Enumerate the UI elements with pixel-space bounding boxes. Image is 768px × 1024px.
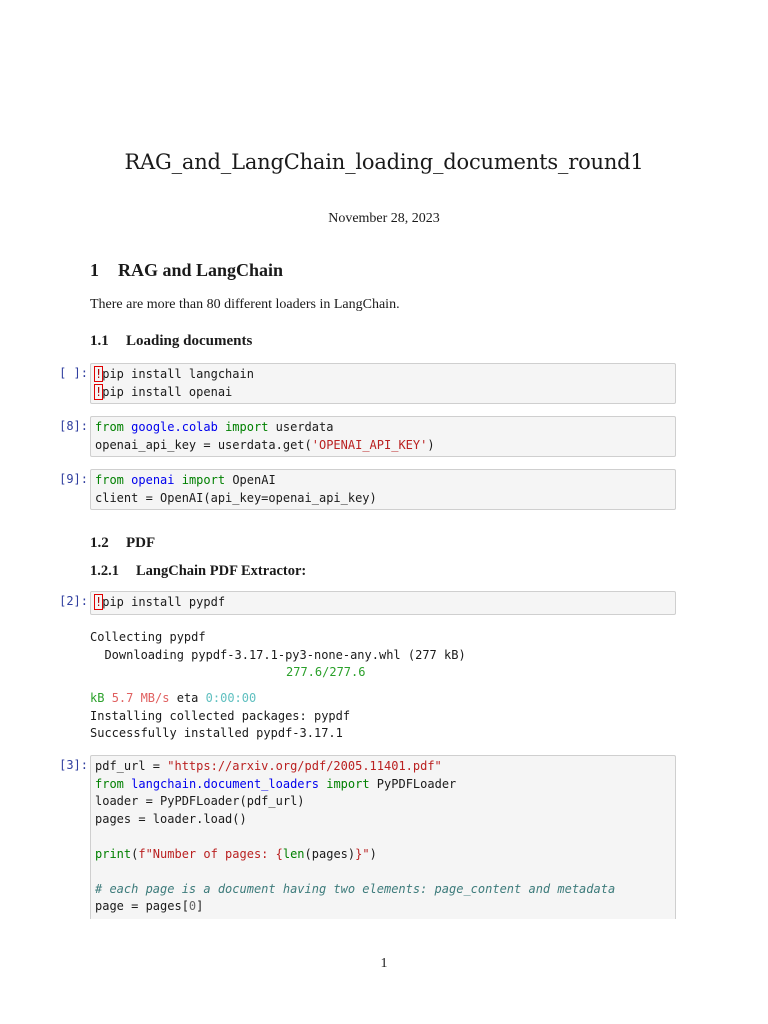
output-line <box>90 664 466 682</box>
code-text: openai_api_key = userdata.get( <box>95 437 312 452</box>
keyword: import <box>181 473 226 487</box>
number-literal: 0 <box>188 899 197 913</box>
page-number: 1 <box>380 956 388 971</box>
code-cell-openai-client[interactable] <box>90 469 676 510</box>
output-line: Installing collected packages: pypdf <box>90 708 351 723</box>
code-text: ] <box>196 899 204 913</box>
keyword: from <box>95 420 124 434</box>
output-line <box>90 690 350 708</box>
code-line: pages = loader.load() <box>95 811 247 826</box>
string-literal: "https://arxiv.org/pdf/2005.11401.pdf" <box>167 759 442 773</box>
code-text: pip install openai <box>102 384 233 399</box>
keyword: import <box>225 420 269 434</box>
cell-prompt: [9]: <box>59 472 88 486</box>
code-text: ( <box>131 846 139 861</box>
cell-prompt: [8]: <box>59 419 88 433</box>
code-line <box>95 419 671 437</box>
cell-prompt: [3]: <box>59 758 88 772</box>
code-line: loader = PyPDFLoader(pdf_url) <box>95 794 305 808</box>
code-cell-pip-install[interactable] <box>90 363 676 404</box>
section-number: 1.2 <box>90 535 109 551</box>
code-text: ) <box>369 846 377 861</box>
code-line <box>95 881 671 899</box>
cell-prompt: [2]: <box>59 594 88 608</box>
keyword: import <box>326 776 370 791</box>
shell-bang: ! <box>95 595 103 609</box>
shell-bang: ! <box>95 384 103 399</box>
code-line <box>95 384 671 402</box>
blank-line <box>95 828 671 846</box>
section-title: RAG and LangChain <box>118 260 284 280</box>
code-line <box>95 594 671 612</box>
code-cell-userdata[interactable] <box>90 416 676 457</box>
section-title: LangChain PDF Extractor: <box>136 563 307 579</box>
code-line <box>95 846 671 864</box>
code-line <box>95 437 671 455</box>
code-line: client = OpenAI(api_key=openai_api_key) <box>95 490 377 505</box>
code-line <box>95 472 671 490</box>
code-text: pip install langchain <box>102 367 254 381</box>
eta-label: eta <box>176 691 199 705</box>
code-text: PyPDFLoader <box>369 776 457 791</box>
code-line <box>95 366 671 384</box>
keyword: from <box>95 776 124 791</box>
code-line <box>95 758 671 776</box>
unit-text: kB <box>90 691 105 705</box>
code-text: (pages) <box>304 846 356 861</box>
cell-prompt: [ ]: <box>59 366 88 380</box>
keyword: from <box>95 473 124 487</box>
code-line <box>95 776 671 794</box>
module-name: openai <box>131 473 175 487</box>
section-heading-1-2 <box>90 535 155 552</box>
string-literal: }" <box>355 846 370 861</box>
code-text: page = pages[ <box>95 899 189 913</box>
output-line: Collecting pypdf <box>90 630 206 644</box>
builtin: len <box>282 846 305 861</box>
section-number: 1 <box>90 260 99 280</box>
section-heading-1-1 <box>90 333 252 350</box>
section-number: 1.1 <box>90 333 109 349</box>
output-line: Successfully installed pypdf-3.17.1 <box>90 726 343 740</box>
code-text: pdf_url = <box>95 759 168 773</box>
section-number: 1.2.1 <box>90 563 119 579</box>
code-cell-pdf-loader[interactable] <box>90 755 676 919</box>
module-name: langchain.document_loaders <box>131 776 319 791</box>
section-title: PDF <box>126 535 156 551</box>
cell-output <box>90 629 466 682</box>
code-text: OpenAI <box>225 473 276 487</box>
blank-line <box>95 863 671 881</box>
document-title: RAG_and_LangChain_loading_documents_round1 <box>124 150 644 174</box>
builtin: print <box>95 846 132 861</box>
document-date: November 28, 2023 <box>328 211 440 226</box>
code-line <box>95 898 671 916</box>
code-cell-pip-install-pypdf[interactable] <box>90 591 676 615</box>
eta-time: 0:00:00 <box>205 691 257 705</box>
code-comment: # each page is a document having two elements: page_content and metadata <box>95 881 616 896</box>
string-literal: 'OPENAI_API_KEY' <box>311 437 428 452</box>
output-line: Downloading pypdf-3.17.1-py3-none-any.whl (277 kB) <box>90 647 466 662</box>
code-text: ) <box>427 437 435 452</box>
progress-text: 277.6/277.6 <box>286 665 366 679</box>
intro-paragraph: There are more than 80 different loaders in LangChain. <box>90 297 400 312</box>
section-heading-1 <box>90 260 283 281</box>
cell-output-continued <box>90 690 350 743</box>
shell-bang: ! <box>95 367 103 381</box>
code-text: userdata <box>268 420 334 434</box>
string-literal: f"Number of pages: { <box>138 846 283 861</box>
section-heading-1-2-1 <box>90 563 306 580</box>
code-text: pip install pypdf <box>102 595 226 609</box>
speed-text: 5.7 MB/s <box>111 691 170 705</box>
module-name: google.colab <box>131 420 218 434</box>
section-title: Loading documents <box>126 333 253 349</box>
